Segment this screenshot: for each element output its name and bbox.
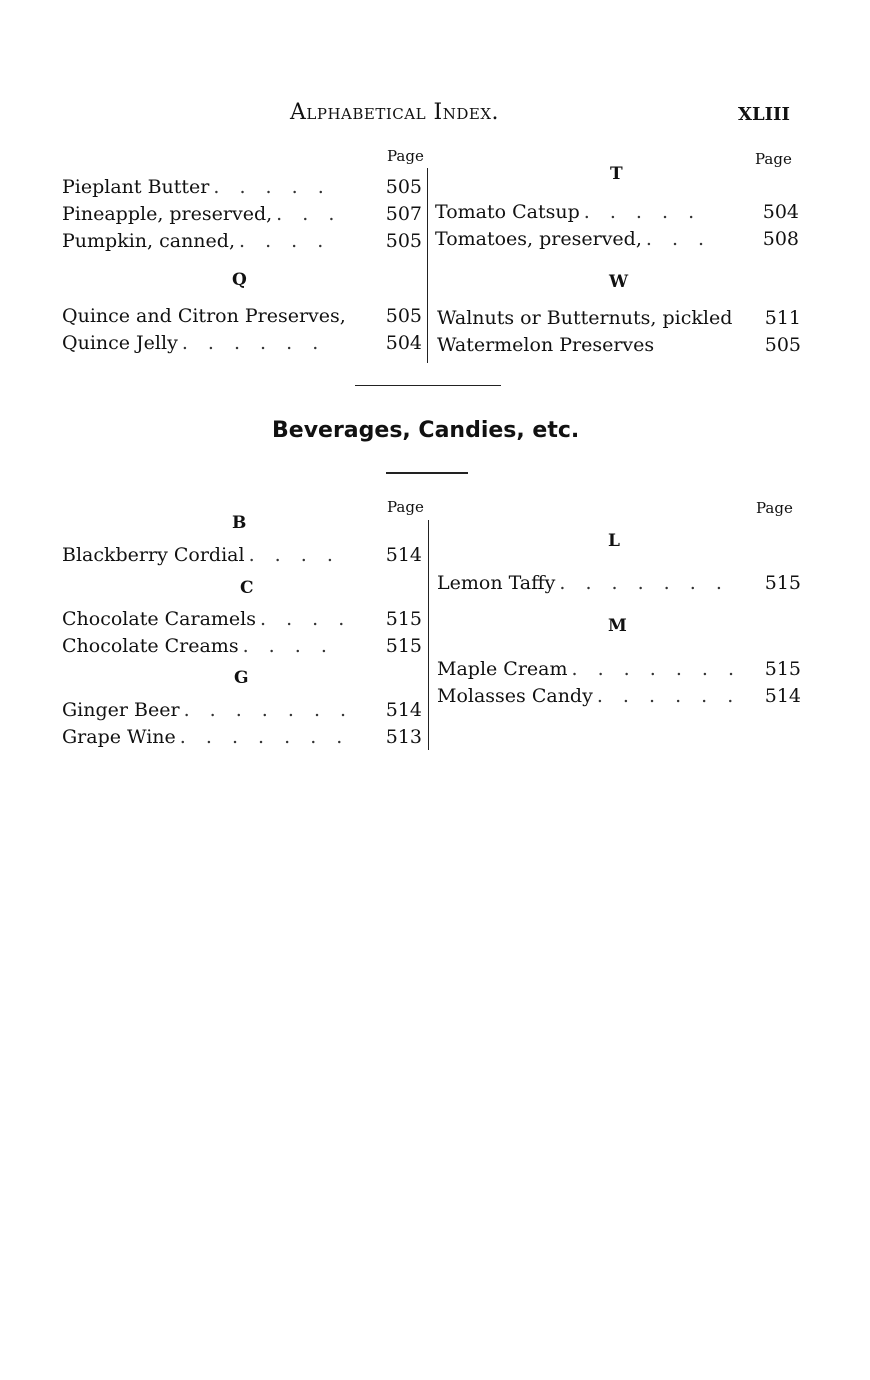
entry-name: Walnuts or Butternuts, pickled <box>437 307 733 329</box>
entry-page: 515 <box>385 608 422 630</box>
entry-name: Ginger Beer <box>62 699 180 721</box>
column-divider <box>427 168 428 363</box>
entry-page: 515 <box>764 658 801 680</box>
column-divider <box>428 520 429 750</box>
index-entry <box>437 334 801 356</box>
section-title: Beverages, Candies, etc. <box>272 418 580 443</box>
entry-name: Maple Cream <box>437 658 568 680</box>
entry-leader: . . . . . <box>583 201 702 223</box>
entry-name: Tomato Catsup <box>435 201 580 223</box>
entry-leader: . . . . <box>242 635 334 657</box>
letter-heading: T <box>610 164 623 184</box>
entry-name: Grape Wine <box>62 726 176 748</box>
index-entry <box>62 544 422 566</box>
entry-page: 511 <box>764 307 801 329</box>
entry-page: 505 <box>385 305 422 327</box>
index-entry <box>62 176 422 198</box>
entry-name: Pineapple, preserved, <box>62 203 273 225</box>
letter-heading: Q <box>232 270 247 290</box>
index-entry <box>437 685 801 707</box>
section-rule-bottom <box>386 472 468 474</box>
entry-page: 514 <box>764 685 801 707</box>
entry-page: 505 <box>385 176 422 198</box>
entry-name: Quince and Citron Preserves, <box>62 305 346 327</box>
entry-name: Pumpkin, canned, <box>62 230 235 252</box>
entry-leader: . . . . . . . <box>571 658 742 680</box>
index-entry <box>62 203 422 225</box>
letter-heading: C <box>240 578 254 598</box>
index-entry <box>62 699 422 721</box>
letter-heading: G <box>234 668 249 688</box>
entry-leader: . . . . . . <box>596 685 741 707</box>
page-column-label-left: Page <box>387 498 424 516</box>
entry-leader: . . . . . . <box>181 332 326 354</box>
entry-page: 508 <box>762 228 799 250</box>
index-entry <box>62 608 422 630</box>
entry-name: Watermelon Preserves <box>437 334 655 356</box>
index-entry <box>435 201 799 223</box>
letter-heading: B <box>232 513 247 533</box>
page-number: XLIII <box>738 104 790 125</box>
index-entry <box>62 332 422 354</box>
entry-leader: . . . . <box>239 230 331 252</box>
entry-page: 513 <box>385 726 422 748</box>
entry-page: 505 <box>764 334 801 356</box>
entry-name: Chocolate Creams <box>62 635 239 657</box>
letter-heading: M <box>608 616 627 636</box>
entry-page: 505 <box>385 230 422 252</box>
entry-page: 504 <box>385 332 422 354</box>
section-rule-top <box>355 385 501 386</box>
entry-page: 514 <box>385 699 422 721</box>
index-entry <box>62 230 422 252</box>
index-entry <box>435 228 799 250</box>
entry-leader: . . . <box>645 228 712 250</box>
entry-page: 504 <box>762 201 799 223</box>
entry-name: Molasses Candy <box>437 685 593 707</box>
index-entry <box>62 726 422 748</box>
entry-name: Lemon Taffy <box>437 572 556 594</box>
entry-name: Blackberry Cordial <box>62 544 245 566</box>
entry-leader: . . . . . <box>213 176 331 198</box>
entry-leader: . . . . <box>248 544 340 566</box>
index-entry <box>437 307 801 329</box>
index-entry <box>62 305 422 327</box>
page-column-label-right: Page <box>756 499 793 517</box>
entry-page: 507 <box>385 203 422 225</box>
letter-heading: L <box>608 531 620 551</box>
running-title: Alphabetical Index. <box>290 100 499 125</box>
page-column-label-right: Page <box>755 150 792 168</box>
entry-leader: . . . . . . . <box>183 699 354 721</box>
letter-heading: W <box>609 272 629 292</box>
index-entry <box>437 572 801 594</box>
entry-page: 515 <box>385 635 422 657</box>
entry-name: Chocolate Caramels <box>62 608 256 630</box>
entry-page: 515 <box>764 572 801 594</box>
page-column-label-left: Page <box>387 147 424 165</box>
entry-leader: . . . <box>276 203 342 225</box>
entry-name: Pieplant Butter <box>62 176 210 198</box>
entry-page: 514 <box>385 544 422 566</box>
entry-leader: . . . . . . . <box>179 726 350 748</box>
entry-name: Quince Jelly <box>62 332 178 354</box>
entry-leader: . . . . . . . <box>559 572 729 594</box>
entry-leader: . . . . <box>259 608 352 630</box>
index-entry <box>437 658 801 680</box>
index-entry <box>62 635 422 657</box>
entry-name: Tomatoes, preserved, <box>435 228 642 250</box>
